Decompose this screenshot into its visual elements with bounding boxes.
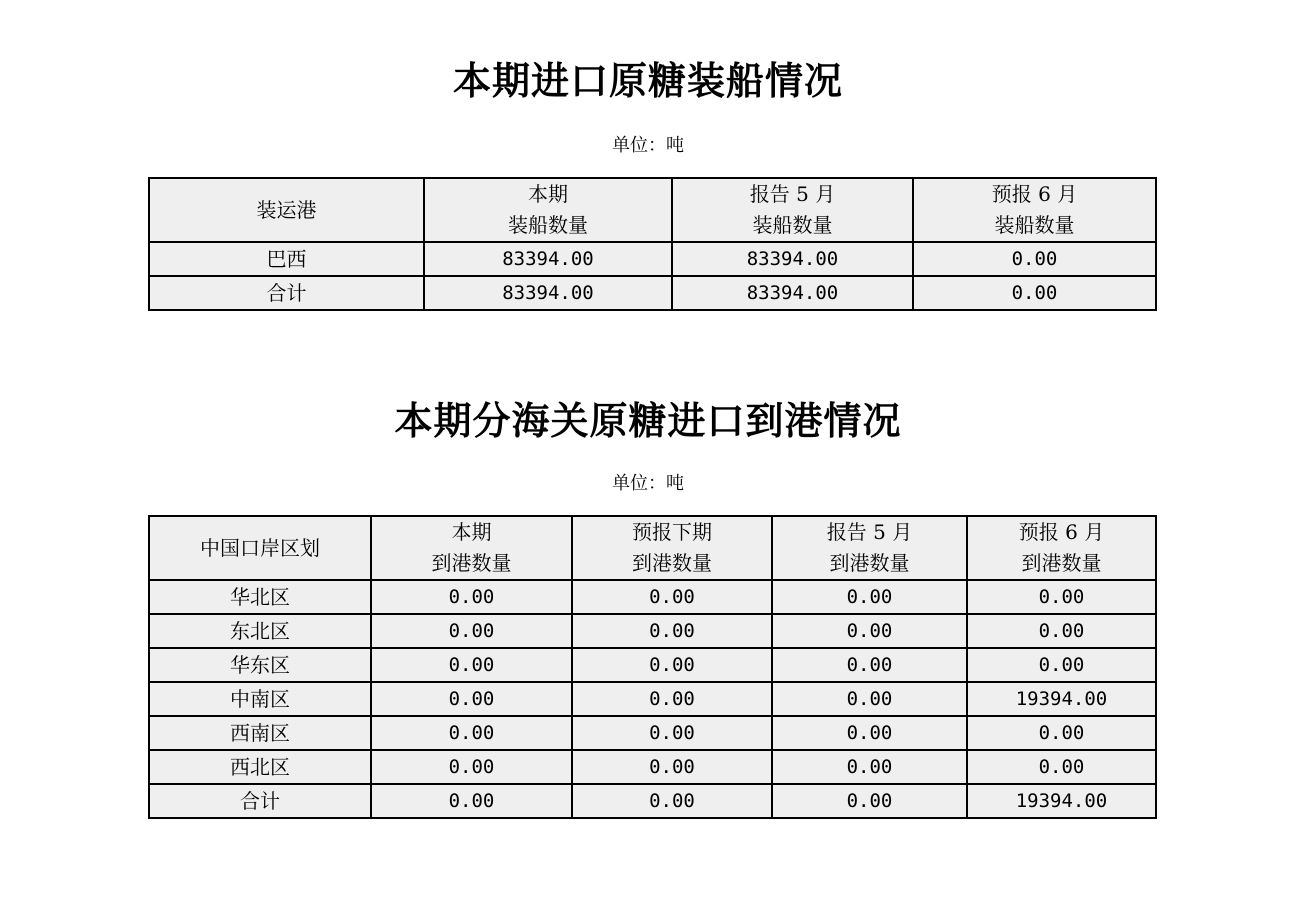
column-header xyxy=(149,178,424,242)
table-row xyxy=(149,682,1156,716)
column-header xyxy=(967,516,1156,580)
table-cell: 0.00 xyxy=(572,580,772,614)
table-cell: 0.00 xyxy=(772,614,967,648)
column-header-line1: 报告 5 月 xyxy=(826,520,913,544)
table-cell: 0.00 xyxy=(371,750,572,784)
table-row xyxy=(149,750,1156,784)
row-label: 合计 xyxy=(149,784,371,818)
table-cell: 0.00 xyxy=(572,648,772,682)
row-label: 东北区 xyxy=(149,614,371,648)
table-cell: 0.00 xyxy=(371,648,572,682)
table-cell: 83394.00 xyxy=(672,276,913,310)
shipping-table xyxy=(148,177,1157,311)
table-cell: 0.00 xyxy=(967,750,1156,784)
table-cell: 0.00 xyxy=(967,716,1156,750)
column-header xyxy=(572,516,772,580)
column-header-line1: 本期 xyxy=(451,520,492,544)
row-label: 西北区 xyxy=(149,750,371,784)
table-cell: 0.00 xyxy=(371,614,572,648)
table-cell: 0.00 xyxy=(913,242,1156,276)
column-header xyxy=(371,516,572,580)
column-header-line1: 预报 6 月 xyxy=(1018,520,1105,544)
table-cell: 19394.00 xyxy=(967,682,1156,716)
column-header-line2: 到港数量 xyxy=(632,551,712,575)
table-cell: 0.00 xyxy=(371,716,572,750)
table-row xyxy=(149,580,1156,614)
column-header xyxy=(672,178,913,242)
table-row xyxy=(149,648,1156,682)
table-row xyxy=(149,276,1156,310)
row-label: 中南区 xyxy=(149,682,371,716)
table-cell: 19394.00 xyxy=(967,784,1156,818)
table-cell: 0.00 xyxy=(572,784,772,818)
table-row xyxy=(149,716,1156,750)
table-cell: 0.00 xyxy=(967,648,1156,682)
row-label: 西南区 xyxy=(149,716,371,750)
row-label: 华东区 xyxy=(149,648,371,682)
column-header-line2: 到港数量 xyxy=(1021,551,1102,575)
table-cell: 83394.00 xyxy=(424,276,672,310)
table-cell: 0.00 xyxy=(572,682,772,716)
column-header-line2: 到港数量 xyxy=(829,551,910,575)
table-row xyxy=(149,614,1156,648)
column-header-line1: 装运港 xyxy=(256,197,317,222)
table-cell: 0.00 xyxy=(772,648,967,682)
column-header-line1: 本期 xyxy=(528,182,568,206)
table-cell: 0.00 xyxy=(371,784,572,818)
table-row xyxy=(149,242,1156,276)
column-header-line2: 装船数量 xyxy=(508,213,588,237)
column-header-line1: 预报下期 xyxy=(632,520,712,544)
table-cell: 0.00 xyxy=(772,784,967,818)
table-row xyxy=(149,784,1156,818)
column-header xyxy=(149,516,371,580)
column-header-line1: 中国口岸区划 xyxy=(200,535,320,560)
row-label: 华北区 xyxy=(149,580,371,614)
table-cell: 83394.00 xyxy=(672,242,913,276)
row-label: 巴西 xyxy=(149,242,424,276)
column-header-line2: 装船数量 xyxy=(752,213,833,237)
table-cell: 0.00 xyxy=(772,750,967,784)
shipping-table-unit: 单位：吨 xyxy=(612,135,684,156)
header-row xyxy=(149,516,1156,580)
column-header-line2: 到港数量 xyxy=(431,551,512,575)
table-cell: 0.00 xyxy=(967,614,1156,648)
table-cell: 0.00 xyxy=(572,716,772,750)
table-cell: 0.00 xyxy=(772,716,967,750)
row-label: 合计 xyxy=(149,276,424,310)
table-cell: 0.00 xyxy=(772,580,967,614)
table-cell: 0.00 xyxy=(371,682,572,716)
table-cell: 0.00 xyxy=(772,682,967,716)
column-header-line2: 装船数量 xyxy=(994,213,1075,237)
arrival-table xyxy=(148,515,1157,819)
column-header xyxy=(424,178,672,242)
header-row xyxy=(149,178,1156,242)
column-header xyxy=(772,516,967,580)
table-cell: 0.00 xyxy=(967,580,1156,614)
column-header-line1: 预报 6 月 xyxy=(991,182,1078,206)
table-cell: 0.00 xyxy=(572,614,772,648)
table-cell: 83394.00 xyxy=(424,242,672,276)
column-header xyxy=(913,178,1156,242)
table-cell: 0.00 xyxy=(371,580,572,614)
table-cell: 0.00 xyxy=(572,750,772,784)
table-cell: 0.00 xyxy=(913,276,1156,310)
shipping-table-title: 本期进口原糖装船情况 xyxy=(452,58,843,103)
column-header-line1: 报告 5 月 xyxy=(749,182,836,206)
arrival-table-unit: 单位：吨 xyxy=(612,473,684,494)
arrival-table-title: 本期分海关原糖进口到港情况 xyxy=(394,398,902,443)
